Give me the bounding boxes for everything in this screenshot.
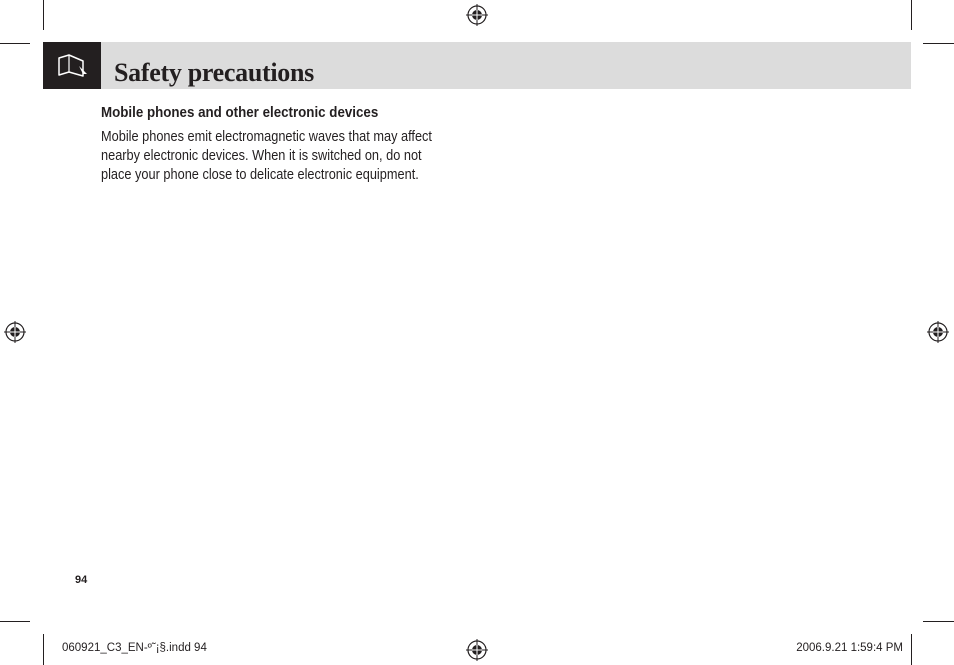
crop-mark-top-left: [43, 0, 44, 30]
crop-mark-bottom-left: [43, 634, 44, 665]
body-paragraph: [101, 128, 444, 185]
crop-mark-bottom-right: [911, 634, 912, 665]
crop-mark-top-left-h: [0, 43, 30, 44]
body-line: place your phone close to delicate electronic equipment.: [101, 167, 419, 183]
slug-file-name: 060921_C3_EN-º˜¡§.indd 94: [62, 642, 207, 654]
crop-mark-top-right: [911, 0, 912, 30]
slug-timestamp: 2006.9.21 1:59:4 PM: [796, 642, 903, 654]
registration-mark-icon: [466, 4, 488, 26]
registration-mark-icon: [927, 321, 949, 343]
body-line: Mobile phones emit electromagnetic waves that may affect: [101, 129, 432, 145]
page-number: 94: [75, 574, 88, 586]
header-tab: [43, 42, 101, 89]
registration-mark-icon: [4, 321, 26, 343]
body-line: nearby electronic devices. When it is switched on, do not: [101, 148, 422, 164]
book-icon: [55, 52, 89, 80]
registration-mark-icon: [466, 639, 488, 661]
section-heading: Mobile phones and other electronic devices: [101, 105, 379, 121]
crop-mark-bottom-left-h: [0, 621, 30, 622]
crop-mark-top-right-h: [923, 43, 954, 44]
page-title: Safety precautions: [114, 58, 314, 87]
crop-mark-bottom-right-h: [923, 621, 954, 622]
